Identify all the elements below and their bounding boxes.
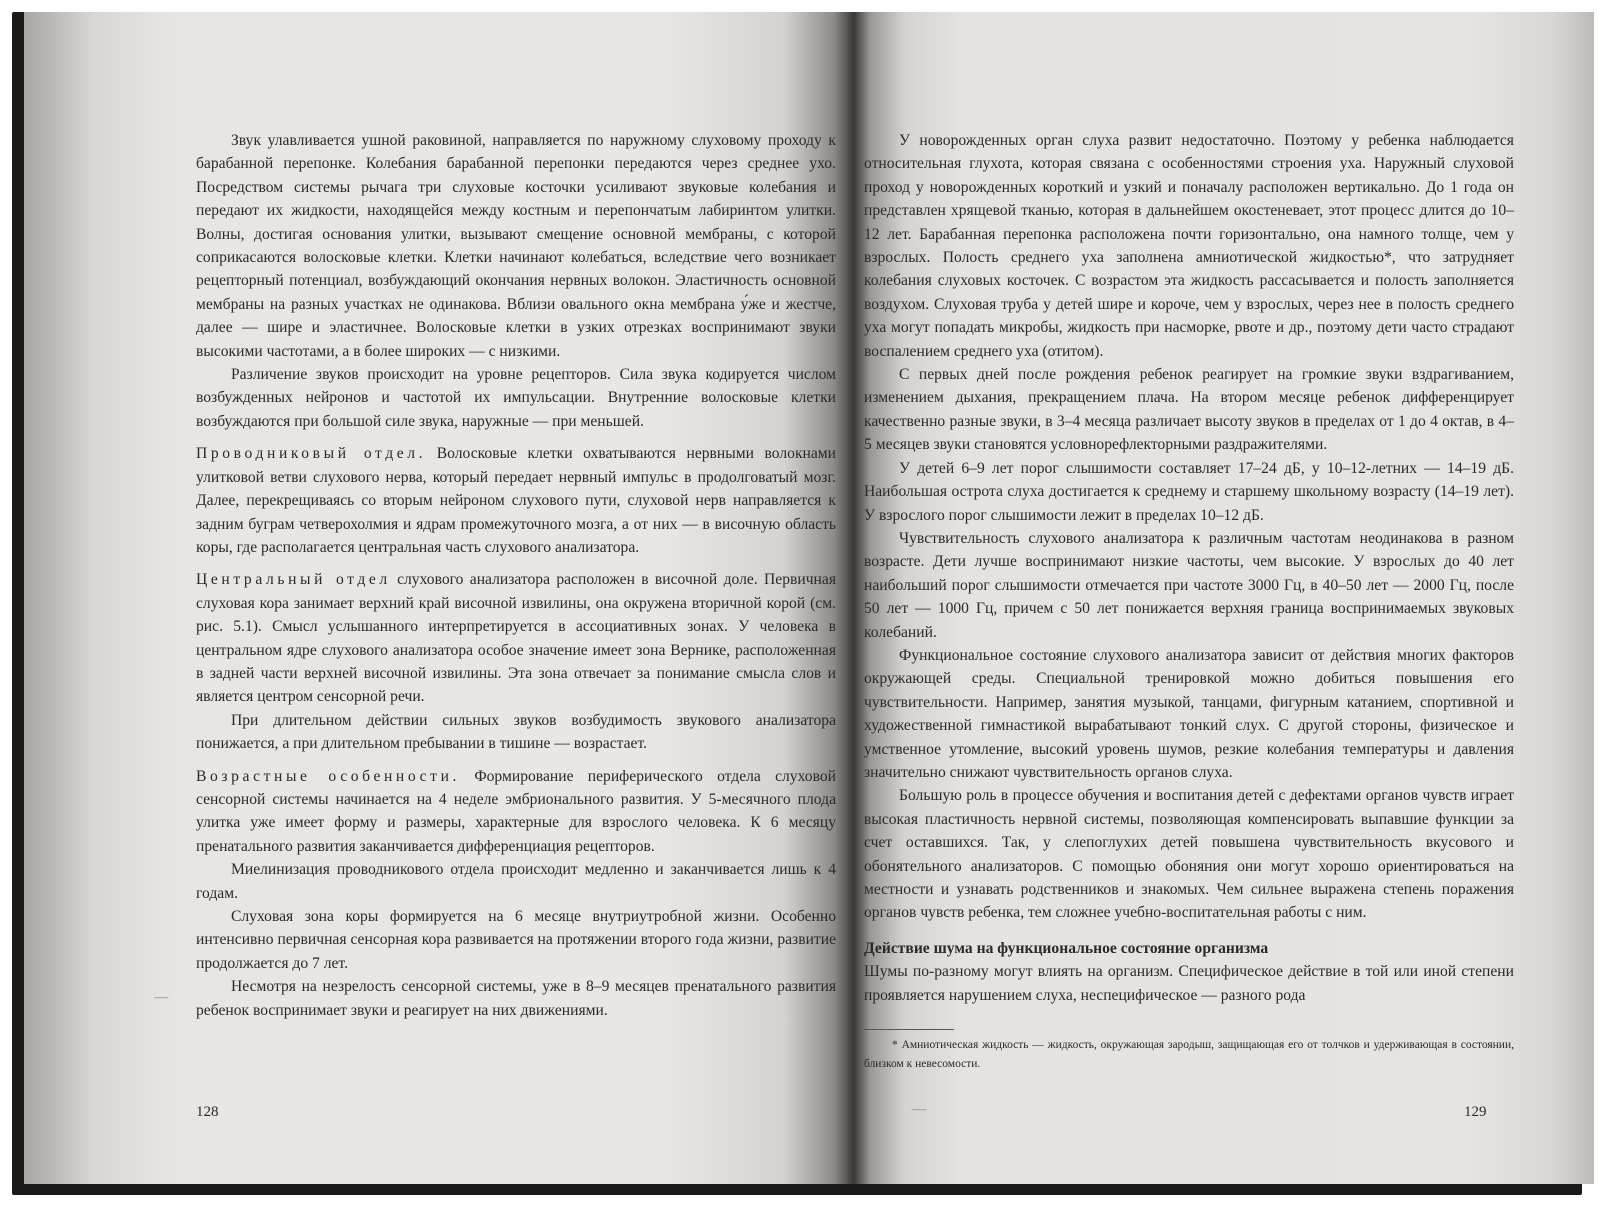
left-page [24, 12, 854, 1184]
section-text: слухового анализатора расположен в височной доле. Первичная слуховая кора занимает верхний край височной извилины, она окружена вторичной корой (см. рис. 5.1). Смысл услышанного интерпретируется в ассоциативных зонах. У человека в центральном ядре слухового анализатора особое значение имеет зона Вернике, расположенная в задней части верхней височной извилины. Эта зона отвечает за понимание смысла слов и является центром сенсорной речи. [196, 571, 836, 706]
section-term: Центральный отдел [196, 571, 391, 589]
paragraph: У детей 6–9 лет порог слышимости составляет 17–24 дБ, у 10–12-летних — 14–19 дБ. Наибольшая острота слуха достигается к среднему и старшему школьному возрасту (14–19 лет). У взрослого порог слышимости лежит в пределах 10–12 дБ. [864, 459, 1514, 524]
paragraph: Функциональное состояние слухового анализатора зависит от действия многих факторов окружающей среды. Специальной тренировкой можно добиться повышения его чувствительности. Например, занятия музыкой, танцами, фигурным катанием, спортивной и художественной гимнастикой вырабатывают тонкий слух. С другой стороны, физическое и умственное утомление, высокий уровень шумов, резкие колебания температуры и давления значительно снижают чувствительность органов слуха. [864, 646, 1514, 781]
page-number: 128 [196, 1104, 219, 1120]
section-term: Возрастные особенности. [196, 767, 461, 785]
section-text: Волосковые клетки охватываются нервными волокнами улитковой ветви слухового нерва, который передает нервный импульс в продолговатый мозг. Далее, перекрещиваясь со вторым нейроном слухового пути, слуховой нерв направляется к задним буграм четверохолмия и ядрам промежуточного мозга, а от них — в височную область коры, где располагается центральная часть слухового анализатора. [196, 445, 837, 556]
paragraph: Слуховая зона коры формируется на 6 месяце внутриутробной жизни. Особенно интенсивно первичная сенсорная кора развивается на протяжении второго года жизни, развитие продолжается до 7 лет. [196, 908, 836, 972]
paragraph: Шумы по-разному могут влиять на организм. Специфическое действие в той или иной степени проявляется нарушением слуха, неспецифическое — разного рода [864, 963, 1514, 1004]
section-term: Проводниковый отдел. [196, 445, 427, 463]
right-page-text [864, 129, 1514, 1074]
margin-mark: — [154, 990, 168, 1005]
section-text: Формирование периферического отдела слуховой сенсорной системы начинается на 4 неделе эмбрионального развития. У 5-месячного плода улитка уже имеет форму и размеры, характерные для взрослого человека. К 6 месяцу пренатального развития заканчивается дифференциация рецепторов. [196, 767, 836, 855]
section-central [196, 568, 836, 708]
paragraph: Большую роль в процессе обучения и воспитания детей с дефектами органов чувств играет высокая пластичность нервной системы, позволяющая компенсировать выпавшие функции за счет оставшихся. Так, у слепоглухих детей повышена чувствительность вкусового и обонятельного анализаторов. С помощью обоняния они могут хорошо ориентироваться на местности и узнавать родственников и знакомых. Чем сильнее выражена степень поражения органов чувств ребенка, тем сложнее учебно-воспитательная работы с ним. [864, 787, 1514, 922]
section-age-features [196, 765, 836, 859]
right-page [854, 12, 1594, 1184]
paragraph: У новорожденных орган слуха развит недостаточно. Поэтому у ребенка наблюдается относительная глухота, которая связана с особенностями строения уха. Наружный слуховой проход у новорожденных короткий и узкий и поначалу расположен вертикально. До 1 года он представлен хрящевой тканью, которая в дальнейшем окостеневает, этот процесс длится до 10–12 лет. Барабанная перепонка расположена почти горизонтально, она намного толще, чем у взрослых. Полость среднего уха заполнена амниотической жидкостью*, что затрудняет колебания слуховых косточек. С возрастом эта жидкость рассасывается и полость заполняется воздухом. Слуховая труба у детей шире и короче, чем у взрослых, через нее в полость среднего уха могут попадать микробы, жидкость при насморке, рвоте и др., поэтому дети часто страдают воспалением среднего уха (отитом). [864, 132, 1514, 360]
paragraph: Несмотря на незрелость сенсорной системы, уже в 8–9 месяцев пренатального развития ребенок воспринимает звуки и реагирует на них движениями. [196, 978, 836, 1019]
paragraph: Звук улавливается ушной раковиной, направляется по наружному слуховому проходу к барабанной перепонке. Колебания барабанной перепонки передаются через среднее ухо. Посредством системы рычага три слуховые косточки усиливают звуковые колебания и передают их жидкости, находящейся между костным и перепончатым лабиринтом улитки. Волны, достигая основания улитки, вызывают смещение основной мембраны, с которой соприкасаются волосковые клетки. Клетки начинают колебаться, вследствие чего возникает рецепторный потенциал, возбуждающий окончания нервных волокон. Эластичность основной мембраны на разных участках не одинакова. Вблизи овального окна мембрана у́же и жестче, далее — шире и эластичнее. Волосковые клетки в узких отрезках воспринимают звуки высокими частотами, а в более широких — с низкими. [196, 132, 836, 360]
footnote-rule [864, 1029, 954, 1030]
left-page-text [196, 129, 836, 1022]
paragraph: Различение звуков происходит на уровне рецепторов. Сила звука кодируется числом возбужденных нейронов и частотой их импульсации. Внутренние волосковые клетки возбуждаются при большой силе звука, наружные — при меньшей. [196, 366, 836, 430]
paragraph: При длительном действии сильных звуков возбудимость звукового анализатора понижается, а при длительном пребывании в тишине — возрастает. [196, 711, 836, 753]
page-number: 129 [1464, 1104, 1487, 1120]
section-heading: Действие шума на функциональное состояние организма [864, 939, 1269, 957]
open-book [12, 12, 1582, 1195]
paragraph: Миелинизация проводникового отдела происходит медленно и заканчивается лишь к 4 годам. [196, 861, 836, 902]
paragraph: Чувствительность слухового анализатора к различным частотам неодинакова в разном возрасте. Дети лучше воспринимают низкие частоты, чем высокие. У взрослых до 40 лет наибольший порог слышимости отмечается при частоте 3000 Гц, в 40–50 лет — 2000 Гц, после 50 лет — 1000 Гц, причем с 50 лет понижается верхняя граница воспринимаемых звуковых колебаний. [864, 529, 1514, 641]
margin-mark: — [912, 1102, 926, 1117]
section-conductive [196, 442, 836, 559]
paragraph: С первых дней после рождения ребенок реагирует на громкие звуки вздрагиванием, изменением дыхания, прекращением плача. На втором месяце ребенок дифференцирует качественно разные звуки, в 3–4 месяца различает высоту звуков в пределах от 1 до 4 октав, в 4–5 месяцев звуки становятся условнорефлекторными раздражителями. [864, 366, 1514, 454]
footnote: * Амниотическая жидкость — жидкость, окружающая зародыш, защищающая его от толчков и удерживающая в состоянии, близком к невесомости. [864, 1039, 1514, 1071]
